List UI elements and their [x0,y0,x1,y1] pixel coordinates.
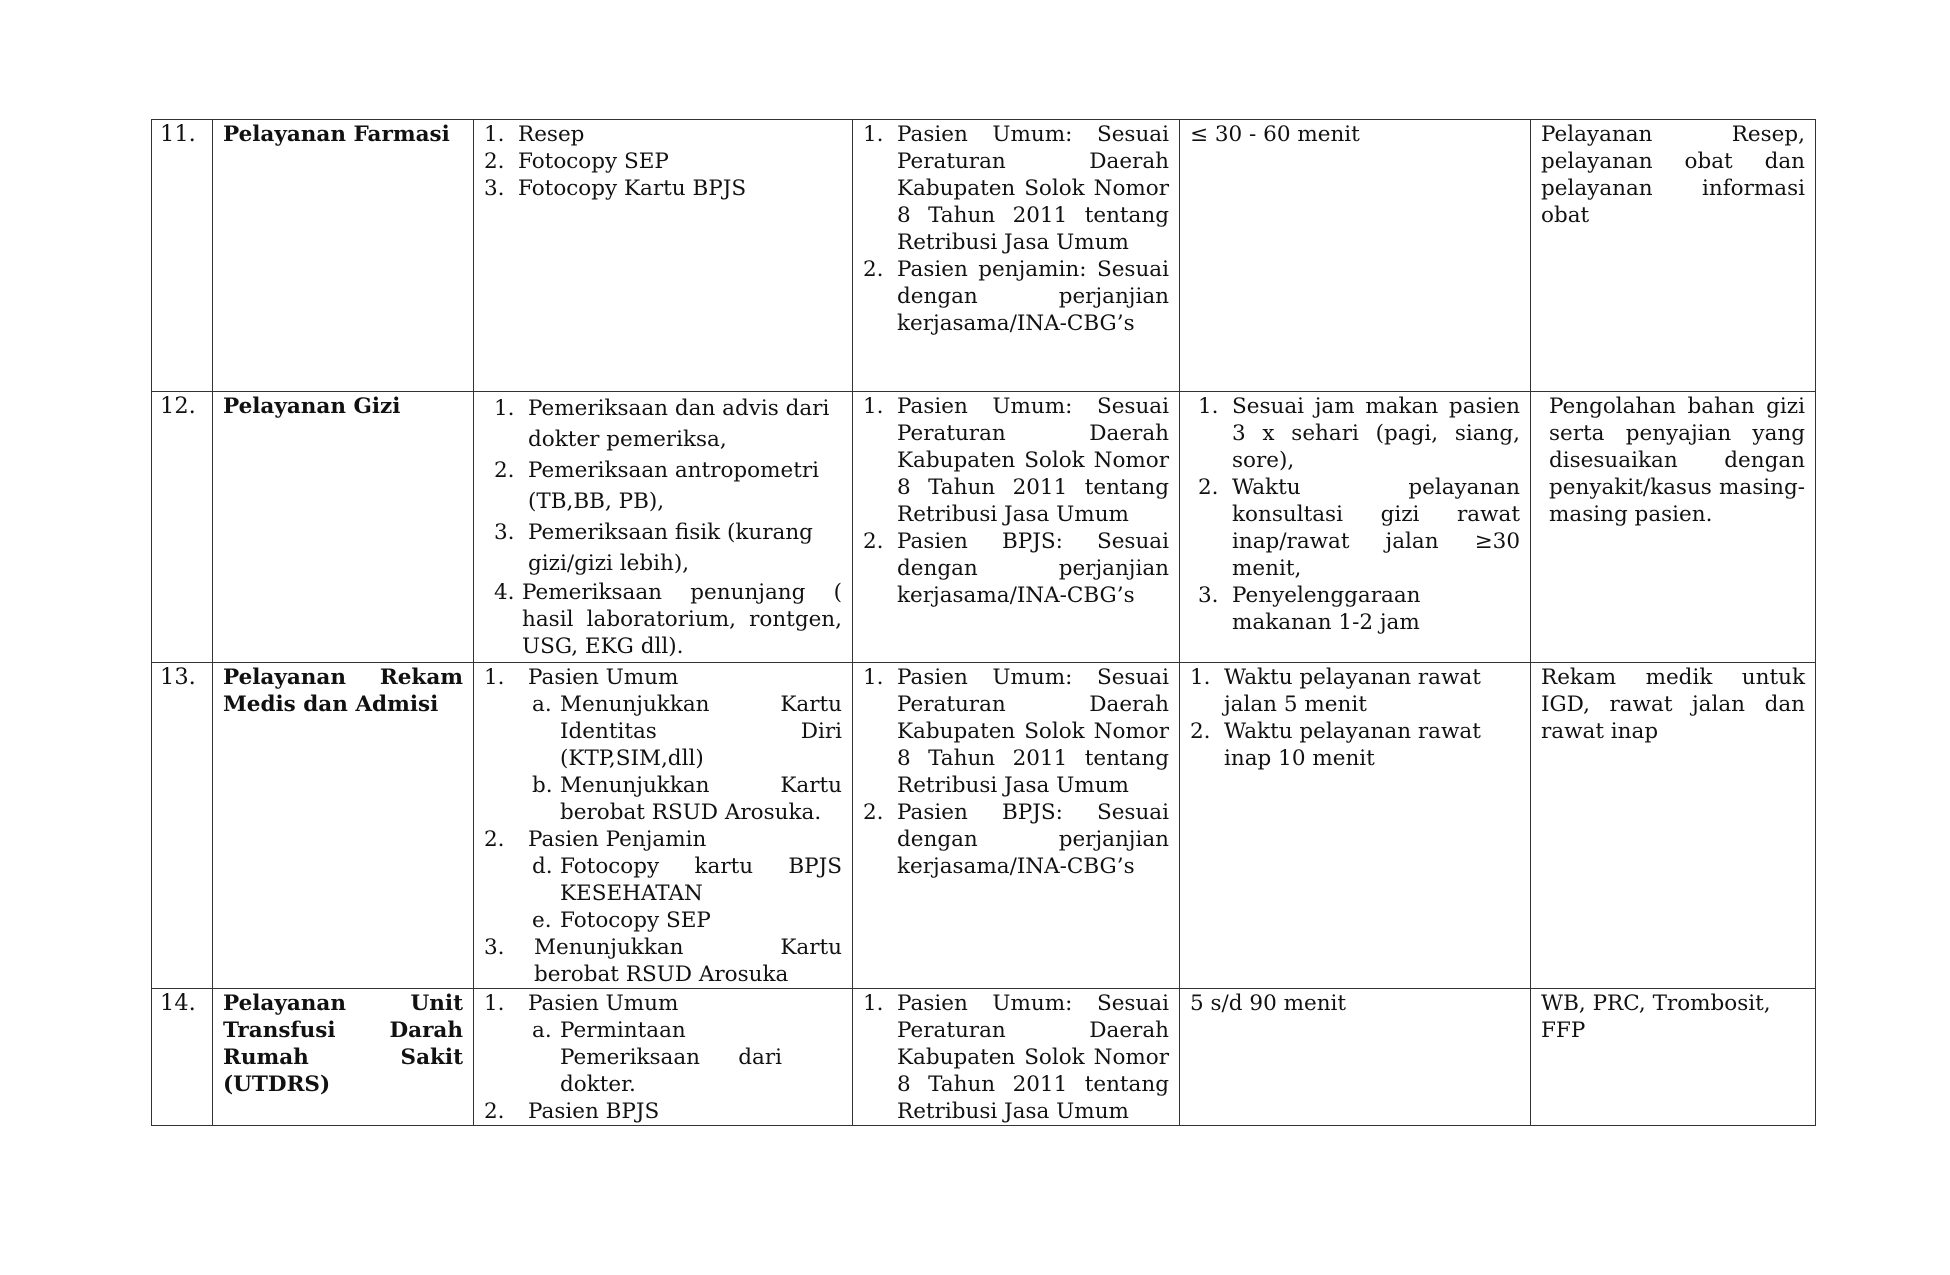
time-cell [1180,663,1531,989]
list-item-text: Pasien Penjamin [528,827,707,852]
list-marker: 1. [494,396,515,421]
list-item-text: Pemeriksaan dan advis dari dokter pemeriksa, [528,396,830,452]
sub-list [532,1017,842,1098]
list-marker: 2. [484,1099,505,1124]
list-item [532,691,842,772]
list-item [532,853,842,907]
row-number: 11. [152,120,213,392]
list-item [532,772,842,826]
list-marker: 3. [484,935,505,960]
requirements-list [494,393,842,660]
list-item-text: Waktu pelayanan rawat jalan 5 menit [1224,665,1481,717]
row-number: 13. [152,663,213,989]
requirements-cell [474,392,853,663]
list-marker: 1. [1190,665,1211,690]
requirements-list [484,664,842,691]
list-marker: 2. [863,800,884,825]
list-item-text: Pemeriksaan antropometri (TB,BB, PB), [528,458,820,514]
service-standard-table [151,119,1816,1126]
product-text: Pelayanan Resep, pelayanan obat dan pelayanan informasi obat [1541,122,1805,228]
cost-list [863,393,1169,609]
list-item [494,393,842,455]
time-cell [1180,989,1531,1126]
product-cell [1531,989,1816,1126]
list-marker: 2. [484,149,505,174]
list-item-text: Pasien Umum: Sesuai Peraturan Daerah Kabupaten Solok Nomor 8 Tahun 2011 tentang Retribusi Jasa Umum [897,122,1169,255]
list-item-text: Pasien Umum: Sesuai Peraturan Daerah Kabupaten Solok Nomor 8 Tahun 2011 tentang Retribusi Jasa Umum [897,991,1169,1124]
product-cell [1531,663,1816,989]
list-item-text: Pasien Umum [528,665,679,690]
product-cell [1531,120,1816,392]
table-row [152,120,1816,392]
sub-list [532,853,842,934]
service-name-text: Pelayanan Farmasi [223,122,450,147]
list-item [1198,582,1520,636]
list-item-text: Permintaan Pemeriksaan dari dokter. [560,1018,782,1097]
list-item [863,121,1169,256]
service-name [213,663,474,989]
list-item [484,826,842,853]
requirements-cell [474,120,853,392]
list-item [532,1017,842,1098]
list-item [484,934,842,988]
table-row [152,392,1816,663]
list-item [494,517,842,579]
cost-cell [853,663,1180,989]
list-item-text: Pasien Umum: Sesuai Peraturan Daerah Kabupaten Solok Nomor 8 Tahun 2011 tentang Retribusi Jasa Umum [897,665,1169,798]
cost-list [863,990,1169,1125]
list-item [863,664,1169,799]
list-item [484,175,842,202]
time-cell [1180,392,1531,663]
requirements-cell [474,989,853,1126]
list-marker: 2. [1198,475,1219,500]
list-item-text: Pemeriksaan penunjang ( hasil laboratorium, rontgen, USG, EKG dll). [522,580,842,659]
time-text: ≤ 30 - 60 menit [1190,122,1360,147]
list-item-text: Waktu pelayanan konsultasi gizi rawat inap/rawat jalan ≥30 menit, [1232,475,1520,581]
sub-list [532,691,842,826]
list-item [484,148,842,175]
list-item-text: Menunjukkan Kartu berobat RSUD Arosuka [534,935,842,987]
row-number: 12. [152,392,213,663]
list-marker: 2. [863,257,884,282]
list-item-text: Pasien Umum [528,991,679,1016]
list-item [484,664,842,691]
list-item [863,256,1169,337]
service-name-text: Pelayanan Unit Transfusi Darah Rumah Sakit (UTDRS) [223,991,463,1097]
list-marker: 1. [484,991,505,1016]
list-item [484,1098,842,1125]
service-name [213,392,474,663]
list-item [863,799,1169,880]
list-item [1198,474,1520,582]
time-text: 5 s/d 90 menit [1190,991,1347,1016]
list-marker: 1. [863,394,884,419]
service-name-text: Pelayanan Rekam Medis dan Admisi [223,665,463,717]
cost-cell [853,120,1180,392]
cost-cell [853,392,1180,663]
list-item-text: Menunjukkan Kartu berobat RSUD Arosuka. [560,773,842,825]
list-item [1190,718,1520,772]
list-marker: 1. [863,991,884,1016]
list-item [494,579,842,660]
list-item [863,990,1169,1125]
list-item-text: Fotocopy SEP [518,149,669,174]
list-item-text: Penyelenggaraan makanan 1-2 jam [1232,583,1421,635]
requirements-cell [474,663,853,989]
list-marker: 2. [494,458,515,483]
list-item-text: Pasien BPJS: Sesuai dengan perjanjian kerjasama/INA-CBG’s [897,529,1169,608]
list-marker: a. [532,692,552,717]
list-item-text: Menunjukkan Kartu Identitas Diri (KTP,SIM,dll) [560,692,842,771]
cost-list [863,664,1169,880]
requirements-list [484,1098,842,1125]
list-item [1198,393,1520,474]
time-cell [1180,120,1531,392]
list-marker: 2. [1190,719,1211,744]
list-marker: b. [532,773,553,798]
list-marker: 1. [484,122,505,147]
product-text: Rekam medik untuk IGD, rawat jalan dan rawat inap [1541,665,1805,744]
list-item-text: Fotocopy SEP [560,908,711,933]
list-marker: 3. [484,176,505,201]
list-item-text: Sesuai jam makan pasien 3 x sehari (pagi, siang, sore), [1232,394,1520,473]
list-item [494,455,842,517]
service-name [213,989,474,1126]
list-item [863,393,1169,528]
list-item-text: Waktu pelayanan rawat inap 10 menit [1224,719,1481,771]
list-item-text: Fotocopy kartu BPJS KESEHATAN [560,854,842,906]
list-marker: 4. [494,580,515,605]
service-name-text: Pelayanan Gizi [223,394,401,419]
list-marker: e. [532,908,552,933]
list-item-text: Pemeriksaan fisik (kurang gizi/gizi lebih), [528,520,813,576]
list-item-text: Pasien penjamin: Sesuai dengan perjanjian kerjasama/INA-CBG’s [897,257,1169,336]
list-marker: 1. [863,665,884,690]
requirements-list [484,990,842,1017]
requirements-list [484,934,842,988]
list-marker: 2. [863,529,884,554]
list-marker: 1. [484,665,505,690]
list-item-text: Pasien BPJS [528,1099,660,1124]
service-name [213,120,474,392]
list-marker: 2. [484,827,505,852]
cost-list [863,121,1169,337]
list-item [532,907,842,934]
list-item-text: Pasien BPJS: Sesuai dengan perjanjian kerjasama/INA-CBG’s [897,800,1169,879]
list-item [484,990,842,1017]
product-text: WB, PRC, Trombosit, FFP [1541,991,1771,1043]
table-row [152,663,1816,989]
list-item-text: Fotocopy Kartu BPJS [518,176,747,201]
product-text: Pengolahan bahan gizi serta penyajian yang disesuaikan dengan penyakit/kasus masing-masing pasien. [1549,394,1805,527]
list-item-text: Pasien Umum: Sesuai Peraturan Daerah Kabupaten Solok Nomor 8 Tahun 2011 tentang Retribusi Jasa Umum [897,394,1169,527]
list-item-text: Resep [518,122,585,147]
list-marker: a. [532,1018,552,1043]
list-marker: 3. [1198,583,1219,608]
requirements-list [484,121,842,202]
list-item [863,528,1169,609]
product-cell [1531,392,1816,663]
list-marker: 1. [1198,394,1219,419]
table-row [152,989,1816,1126]
row-number: 14. [152,989,213,1126]
list-item [1190,664,1520,718]
list-marker: 3. [494,520,515,545]
cost-cell [853,989,1180,1126]
list-marker: 1. [863,122,884,147]
time-list [1198,393,1520,636]
requirements-list [484,826,842,853]
list-item [484,121,842,148]
time-list [1190,664,1520,772]
list-marker: d. [532,854,553,879]
